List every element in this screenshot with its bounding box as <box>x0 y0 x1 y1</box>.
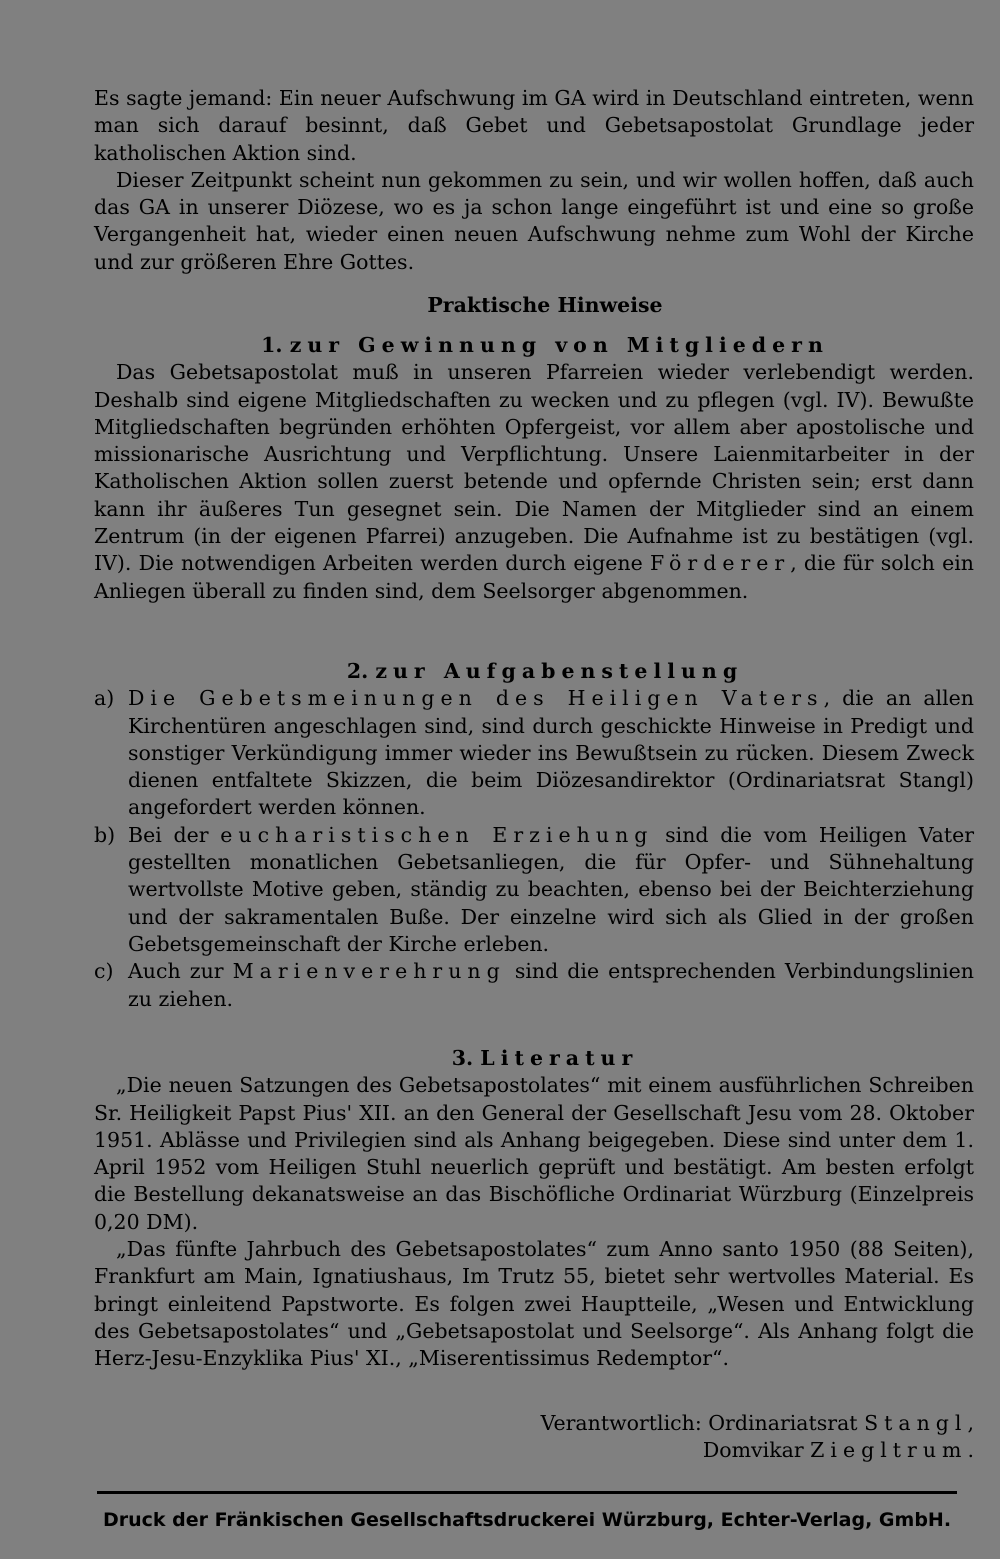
section-2 <box>94 658 974 1013</box>
intro-paragraph-2: Dieser Zeitpunkt scheint nun gekommen zu sein, und wir wollen hoffen, daß auch das GA in unserer Diözese, wo es ja schon lange eingeführt ist und eine so große Vergangenheit hat, wieder einen neuen Aufschwung nehme zum Wohl der Kirche und zur größeren Ehre Gottes. <box>94 167 974 274</box>
section-3 <box>94 1045 974 1373</box>
signature-name-1: Stangl <box>864 1411 968 1435</box>
list-body <box>128 685 974 821</box>
section-title-block <box>94 292 974 319</box>
list-text: sind die entsprechenden Verbindungslinien zu ziehen. <box>128 959 974 1011</box>
section-1-title: zur Gewinnung von Mitgliedern <box>289 333 829 357</box>
list-item <box>94 685 974 821</box>
section-1-text-b: , die für solch ein Anliegen überall zu finden sind, dem Seelsorger abgenommen. <box>94 551 974 603</box>
section-1-heading <box>94 332 974 359</box>
section-title: Praktische Hinweise <box>427 293 663 317</box>
list-text: sind die vom Heiligen Vater gestellten monatlichen Gebetsanliegen, die für Opfer- und Sühnehaltung wertvollste Motive geben, ständig zu beachten, ebenso bei der Beichterziehung und der sakramentalen Buße. Der einzelne wird sich als Glied in der großen Gebetsgemeinschaft der Kirche erleben. <box>128 822 975 956</box>
signature-block <box>94 1410 974 1465</box>
list-emphasis: eucharistischen Erziehung <box>220 822 654 847</box>
section-1-number: 1. <box>261 333 283 357</box>
printer-imprint: Druck der Fränkischen Gesellschaftsdruckerei Würzburg, Echter-Verlag, GmbH. <box>102 1509 952 1531</box>
footer-divider <box>97 1491 957 1494</box>
list-body <box>128 958 974 1013</box>
list-prefix: Bei der <box>128 822 221 847</box>
list-item <box>94 822 974 958</box>
signature-name-2: Ziegltrum <box>810 1438 968 1463</box>
list-marker: b) <box>94 822 116 847</box>
section-1-text-a: Das Gebetsapostolat muß in unseren Pfarreien wieder verlebendigt werden. Deshalb sind eigene Mitgliedschaften zu wecken und zu pflegen (vgl. IV). Bewußte Mitgliedschaften begründen erhöhten Opfergeist, vor allem aber apostolische und missionarische Ausrichtung und Verpflichtung. Unsere Laienmitarbeiter in der Katholischen Aktion sollen zuerst betende und opfernde Christen sein; erst dann kann ihr äußeres Tun gesegnet sein. Die Namen der Mitglieder sind an einem Zentrum (in der eigenen Pfarrei) anzugeben. Die Aufnahme ist zu bestätigen (vgl. IV). Die notwendigen Arbeiten werden durch eigene <box>94 360 974 576</box>
list-marker: c) <box>94 959 114 984</box>
section-3-paragraph-2: „Das fünfte Jahrbuch des Gebetsapostolates“ zum Anno santo 1950 (88 Seiten), Frankfurt am Main, Ignatiushaus, Im Trutz 55, bietet sehr wertvolles Material. Es bringt einleitend Papstworte. Es folgen zwei Hauptteile, „Wesen und Entwicklung des Gebetsapostolates“ und „Gebetsapostolat und Seelsorge“. Als Anhang folgt die Herz-Jesu-Enzyklika Pius' XI., „Miserentissimus Redemptor“. <box>94 1237 974 1371</box>
section-1-paragraph <box>94 359 974 605</box>
signature-role-1: Verantwortlich: Ordinariatsrat <box>540 1411 865 1435</box>
list-body <box>128 822 974 958</box>
list-prefix: Auch zur <box>128 959 233 984</box>
section-1-emphasis: Förderer <box>649 551 791 576</box>
section-3-paragraph-1: „Die neuen Satzungen des Gebetsapostolates“ mit einem ausführlichen Schreiben Sr. Heiligkeit Papst Pius' XII. an den General der Gesellschaft Jesu vom 28. Oktober 1951. Ablässe und Privilegien sind als Anhang beigegeben. Diese sind unter dem 1. April 1952 vom Heiligen Stuhl neuerlich geprüft und bestätigt. Am besten erfolgt die Bestellung dekanatsweise an das Bischöfliche Ordinariat Würzburg (Einzelpreis 0,20 DM). <box>94 1073 974 1234</box>
signature-line-2 <box>94 1437 974 1464</box>
section-3-title: Literatur <box>480 1046 639 1070</box>
section-2-heading <box>94 658 974 685</box>
signature-punct-2: . <box>967 1438 974 1463</box>
signature-line-1 <box>94 1410 974 1437</box>
list-text: , die an allen Kirchentüren angeschlagen sind, sind durch geschickte Hinweise in Predigt und sonstiger Verkündigung immer wieder ins Bewußtsein zu rücken. Diesem Zweck dienen entfaltete Skizzen, die beim Diözesandirektor (Ordinariatsrat Stangl) angefordert werden können. <box>128 686 974 820</box>
section-2-title: zur Aufgabenstellung <box>375 659 744 683</box>
list-emphasis: Marienverehrung <box>232 959 506 984</box>
list-marker: a) <box>94 686 115 711</box>
section-2-number: 2. <box>346 659 369 683</box>
list-emphasis: Die Gebetsmeinungen des Heiligen Vaters <box>128 686 824 711</box>
intro-paragraph-1: Es sagte jemand: Ein neuer Aufschwung im GA wird in Deutschland eintreten, wenn man sich darauf besinnt, daß Gebet und Gebetsapostolat Grundlage jeder katholischen Aktion sind. <box>94 86 974 165</box>
section-3-heading <box>94 1045 974 1072</box>
signature-punct-1: , <box>967 1411 974 1435</box>
list-item <box>94 958 974 1013</box>
intro-section <box>94 85 974 276</box>
signature-role-2: Domvikar <box>702 1438 811 1463</box>
section-3-number: 3. <box>451 1046 474 1070</box>
section-1 <box>94 332 974 605</box>
